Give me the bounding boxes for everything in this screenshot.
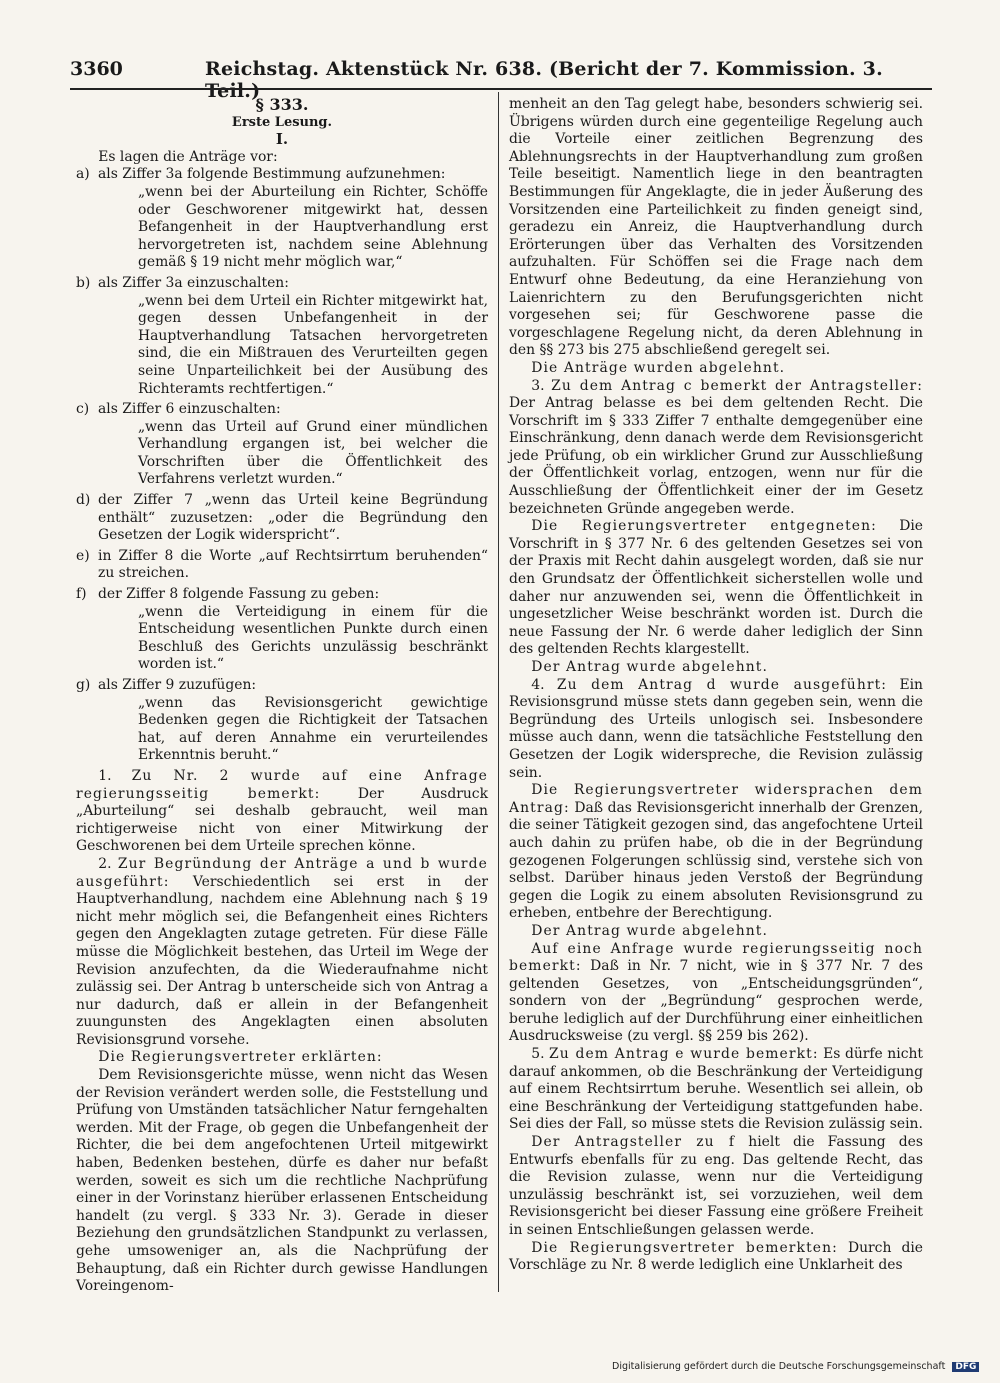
- paragraph-3: [76, 1049, 488, 1067]
- paragraph-number: 5.: [531, 1046, 545, 1063]
- paragraph-3-body: Dem Revisionsgerichte müsse, wenn nicht das Wesen der Revision verändert werden solle, die Feststellung und Prüfung von Umständen tatsächlicher Natur ferngehalten werden. Mit der Frage, ob gegen die Unbefangenheit der Richter, die bei dem angefochtenen Urteil mitgewirkt haben, Bedenken bestehen, dürfe es daher nur befaßt werden, soweit es sich um die rechtliche Nachprüfung einer in der Vorinstanz hierüber erlassenen Entscheidung handelt (zu vergl. § 333 Nr. 3). Gerade in dieser Beziehung den grundsätzlichen Standpunkt zu verlassen, gehe umsoweniger an, als die Nachprüfung der Behauptung, daß ein Richter durch gewisse Handlungen Voreingenom-: [76, 1067, 488, 1295]
- spaced-lead: Zu dem Antrag c bemerkt der Antragsteller:: [551, 377, 923, 394]
- motion-item: [76, 548, 488, 583]
- motion-lead: der Ziffer 8 folgende Fassung zu geben:: [98, 586, 380, 603]
- motion-lead: als Ziffer 3a einzuschalten:: [98, 274, 289, 291]
- government-reply: [509, 518, 923, 659]
- column-divider: [498, 92, 499, 1292]
- motion-quote: „wenn das Revisionsgericht gewichtige Bedenken gegen die Richtigkeit der Tatsachen hat, auf deren Annahme ein verurteilendes Erkenntnis beruht.“: [138, 694, 488, 764]
- paragraph-number: 2.: [98, 855, 112, 872]
- spaced-lead: Die Regierungsvertreter entgegneten:: [531, 518, 877, 535]
- motions-intro: Es lagen die Anträge vor:: [98, 148, 278, 165]
- spaced-lead: Die Regierungsvertreter erklärten:: [98, 1049, 383, 1066]
- continuation-paragraph: menheit an den Tag gelegt habe, besonders schwierig sei. Übrigens würden durch eine gegenteilige Regelung auch die Vorteile einer zeitlichen Begrenzung des Ablehnungsrechts in der Hauptverhandlung zum großen Teile beseitigt. Namentlich liege in den beantragten Bestimmungen für Angeklagte, die in jeder Äußerung des Vorsitzenden eine Parteilichkeit zu finden geneigt sind, geradezu ein Anreiz, die Hauptverhandlung durch Erörterungen über das Verhalten des Vorsitzenden aufzuhalten. Für Schöffen sei die Frage nach dem Entwurf ohne Bedeutung, da eine Heranziehung von Laienrichtern zu den Berufungsgerichten nicht vorgesehen sei; für Geschworene passe die vorgeschlagene Regelung nicht, da deren Ablehnung in den §§ 273 bis 275 abschließend geregelt sei.: [509, 96, 923, 359]
- government-note: [509, 941, 923, 1047]
- motion-item: [76, 166, 488, 272]
- motion-label: b): [76, 274, 91, 291]
- motion-label: g): [76, 677, 91, 693]
- motion-quote: „wenn das Urteil auf Grund einer mündlichen Verhandlung ergangen ist, bei welcher die Vorschriften über die Öffentlichkeit des Verfahrens verletzt wurden.“: [138, 418, 488, 488]
- spaced-lead: Auf eine Anfrage wurde regierungsseitig noch bemerkt:: [509, 940, 923, 975]
- reading-subheading: Erste Lesung.: [231, 114, 333, 130]
- paragraph-1: [76, 768, 488, 856]
- paragraph-number: 1.: [98, 767, 112, 784]
- motion-lead: der Ziffer 7 „wenn das Urteil keine Begründung enthält“ zuzusetzen: „oder die Begründung den Gesetzen der Logik widerspricht“.: [98, 492, 488, 544]
- paragraph-body: Ein Revisionsgrund müsse stets dann gegeben sein, wenn die Begründung des Urteils unlogisch sei. Insbesondere müsse auch dann, wenn die tatsächliche Feststellung den Gesetzen der Logik widerspreche, die Revision zulässig sein.: [509, 676, 923, 781]
- resolution-rejected: Der Antrag wurde abgelehnt.: [531, 922, 768, 939]
- dfg-logo: DFG: [952, 1362, 979, 1372]
- running-title: Reichstag. Aktenstück Nr. 638. (Bericht der 7. Kommission. 3. Teil.): [205, 58, 883, 102]
- paragraph-body: Der Ausdruck „Aburteilung“ sei deshalb gebraucht, weil man richtigerweise nicht von einer Mitwirkung der Geschworenen bei dem Urteile sprechen könne.: [76, 785, 488, 855]
- motion-item: [76, 401, 488, 489]
- paragraph-body: Es dürfe nicht darauf ankommen, ob die Beschränkung der Verteidigung auf einem Rechtsirrtum beruhe. Wesentlich sei allein, ob eine Beschränkung der Verteidigung stattgefunden habe. Sei dies der Fall, so müsse stets die Revision zulässig sein.: [509, 1046, 924, 1133]
- spaced-lead: Der Antragsteller zu f: [531, 1134, 736, 1151]
- credit-text: Digitalisierung gefördert durch die Deutsche Forschungsgemeinschaft: [612, 1361, 946, 1372]
- paragraph-number: 3.: [531, 377, 545, 394]
- motion-lead: in Ziffer 8 die Worte „auf Rechtsirrtum beruhenden“ zu streichen.: [98, 547, 488, 582]
- section-heading: § 333.: [255, 95, 309, 114]
- paragraph-body: Daß das Revisionsgericht innerhalb der Grenzen, die seiner Tätigkeit gezogen sind, das angefochtene Urteil auch dahin zu prüfen habe, ob die in der Begründung gezogenen Folgerungen schlüssig sind, verstehe sich von selbst. Darüber hinaus jeden Verstoß der Begründung gegen die Logik zu einem absoluten Revisionsgrund zu erheben, entbehre der Berechtigung.: [509, 799, 923, 922]
- motion-lead: als Ziffer 3a folgende Bestimmung aufzunehmen:: [98, 166, 446, 183]
- spaced-lead: Zu dem Antrag e wurde bemerkt:: [549, 1046, 819, 1063]
- motion-label: c): [76, 401, 90, 418]
- motion-quote: „wenn bei der Aburteilung ein Richter, Schöffe oder Geschworener mitgewirkt hat, dessen Befangenheit in der Hauptverhandlung erst hervorgetreten ist, nachdem seine Ablehnung gemäß § 19 nicht mehr möglich war,“: [138, 183, 488, 271]
- spaced-lead: Zu Nr. 2 wurde auf eine Anfrage regierungsseitig bemerkt:: [76, 767, 489, 802]
- motion-lead: als Ziffer 6 einzuschalten:: [98, 401, 281, 418]
- paragraph-2: [76, 856, 488, 1050]
- motion-label: e): [76, 547, 90, 564]
- motion-label: f): [76, 586, 87, 603]
- page-number: 3360: [70, 58, 123, 80]
- motion-item: [76, 677, 488, 765]
- running-header: [70, 58, 932, 102]
- motion-label: d): [76, 492, 91, 509]
- resolution-rejected: Der Antrag wurde abgelehnt.: [531, 659, 768, 675]
- paragraph-number: 4.: [531, 676, 545, 693]
- paragraph-4: [509, 677, 923, 783]
- motion-quote: „wenn die Verteidigung in einem für die Entscheidung wesentlichen Punkte durch einen Beschluß des Gerichts unzulässig beschränkt worden ist.“: [138, 603, 488, 673]
- paragraph-body: Die Vorschrift in § 377 Nr. 6 des geltenden Gesetzes sei von der Praxis mit Recht dahin ausgelegt worden, daß sie nur den Grundsatz der Öffentlichkeit sicherstellen wolle und daher nur anzuwenden sei, wenn die Öffentlichkeit in ungesetzlicher Weise beschränkt worden ist. Durch die neue Fassung der Nr. 6 werde daher lediglich der Sinn des geltenden Rechts klargestellt.: [509, 518, 923, 658]
- resolution-rejected: Die Anträge wurden abgelehnt.: [531, 359, 786, 376]
- spaced-lead: Zu dem Antrag d wurde ausgeführt:: [556, 676, 888, 693]
- motion-label: a): [76, 166, 90, 183]
- motion-item: [76, 492, 488, 545]
- paragraph-body: Daß in Nr. 7 nicht, wie in § 377 Nr. 7 des geltenden Gesetzes, von „Entscheidungsgründen“, sondern von der „Begründung“ gesprochen werde, beruhe lediglich auf der Durchführung einer einheitlichen Ausdrucksweise (zu vergl. §§ 259 bis 262).: [509, 958, 923, 1045]
- government-objection: [509, 782, 923, 923]
- left-column: [76, 96, 488, 1296]
- paragraph-3: [509, 378, 923, 519]
- motion-item: [76, 586, 488, 674]
- applicant-f: [509, 1134, 923, 1240]
- right-column: [509, 96, 923, 1275]
- digitization-credit: [612, 1361, 979, 1372]
- government-remark: [509, 1240, 923, 1275]
- spaced-lead: Zur Begründung der Anträge a und b wurde ausgeführt:: [76, 855, 488, 890]
- motion-lead: als Ziffer 9 zuzufügen:: [98, 677, 257, 693]
- motion-quote: „wenn bei dem Urteil ein Richter mitgewirkt hat, gegen dessen Unbefangenheit in der Hauptverhandlung Tatsachen hervorgetreten sind, die ein Mißtrauen des Verurteilten gegen seine Unparteilichkeit bei der Ausübung des Richteramts rechtfertigen.“: [138, 292, 488, 397]
- header-rule: [70, 88, 932, 90]
- paragraph-body: Durch die Vorschläge zu Nr. 8 werde lediglich eine Unklarheit des: [509, 1239, 924, 1274]
- paragraph-5: [509, 1046, 923, 1134]
- roman-numeral-heading: I.: [275, 130, 289, 149]
- motion-item: [76, 275, 488, 398]
- spaced-lead: Die Regierungsvertreter widersprachen dem Antrag:: [509, 782, 923, 816]
- spaced-lead: Die Regierungsvertreter bemerkten:: [531, 1239, 838, 1256]
- paragraph-body: Verschiedentlich sei erst in der Hauptverhandlung, nachdem eine Ablehnung nach § 19 nicht mehr möglich sei, die Befangenheit eines Richters gegen den Angeklagten zutage getreten. Für diese Fälle müsse die Möglichkeit bestehen, das Urteil im Wege der Revision anzufechten, da die Wiederaufnahme nicht zulässig sei. Der Antrag b unterscheide sich von Antrag a nur dadurch, daß er allein in der Befangenheit zuungunsten des Angeklagten einen absoluten Revisionsgrund vorsehe.: [76, 873, 488, 1048]
- paragraph-body: Der Antrag belasse es bei dem geltenden Recht. Die Vorschrift im § 333 Ziffer 7 enthalte demgegenüber eine Einschränkung, denn danach werde dem Revisionsgericht jede Prüfung, ob ein wirklicher Grund zur Ausschließung der Öffentlichkeit vorlag, entzogen, wenn nur für die Ausschließung der Öffentlichkeit einer der im Gesetz bezeichneten Gründe angegeben werde.: [509, 395, 923, 517]
- paragraph-body: hielt die Fassung des Entwurfs ebenfalls für zu eng. Das geltende Recht, das die Revision zulasse, wenn nur die Verteidigung unzulässig beschränkt ist, sei vorzuziehen, weil dem Revisionsgericht bei dieser Fassung eine größere Freiheit in seinen Entschließungen gelassen werde.: [509, 1134, 923, 1238]
